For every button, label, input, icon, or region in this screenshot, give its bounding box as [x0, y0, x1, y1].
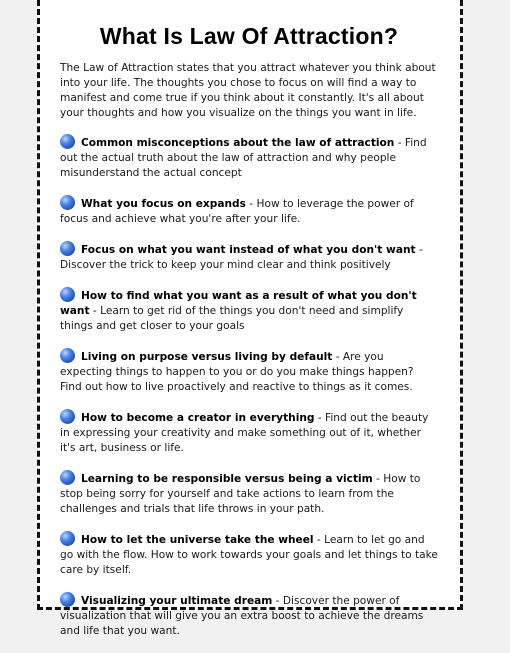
page-title: What Is Law Of Attraction? — [99, 23, 399, 49]
list-item — [60, 241, 438, 273]
list-item — [60, 409, 438, 456]
list-item — [60, 348, 438, 395]
list-item — [60, 470, 438, 517]
blue-orb-bullet-icon — [60, 348, 75, 363]
list-item — [60, 592, 438, 639]
blue-orb-bullet-icon — [60, 241, 75, 256]
list-item — [60, 287, 438, 334]
blue-orb-bullet-icon — [60, 134, 75, 149]
list-item-text: - How to stop being sorry for yourself and take actions to learn from the challenges and trials that life throws in your path. — [60, 473, 421, 515]
blue-orb-bullet-icon — [60, 287, 75, 302]
blue-orb-bullet-icon — [60, 470, 75, 485]
list-item-text: - Find out the beauty in expressing your creativity and make something out of it, whether it's art, business or life. — [60, 412, 429, 454]
list-item-heading: How to find what you want as a result of what you don't want — [60, 290, 417, 317]
list-item-heading: How to become a creator in everything — [81, 412, 315, 424]
list-item — [60, 195, 438, 227]
list-item-text: - Learn to let go and go with the flow. How to work towards your goals and let things to take care by itself. — [60, 534, 438, 576]
list-item — [60, 531, 438, 578]
list-item-heading: Learning to be responsible versus being a victim — [81, 473, 373, 485]
list-item-text: - Find out the actual truth about the law of attraction and why people misunderstand the actual concept — [60, 137, 427, 179]
list-item-text: - Discover the trick to keep your mind clear and think positively — [60, 244, 423, 271]
content — [60, 22, 438, 653]
intro-paragraph: The Law of Attraction states that you attract whatever you think about into your life. The thoughts you chose to focus on will find a way to manifest and come true if you think about it constantly. It's all about your thoughts and how you visualize on the things you want in life. — [60, 62, 436, 119]
list-item — [60, 134, 438, 181]
list-item-heading: Visualizing your ultimate dream — [81, 595, 273, 607]
list-item-text: - Discover the power of visualization that will give you an extra boost to achieve the dreams and life that you want. — [60, 595, 424, 637]
list-item-text: - Learn to get rid of the things you don't need and simplify things and get closer to your goals — [60, 305, 404, 332]
list-item-heading: What you focus on expands — [81, 198, 246, 210]
list-item-text: - How to leverage the power of focus and achieve what you're after your life. — [60, 198, 414, 225]
list-item-heading: Living on purpose versus living by default — [81, 351, 333, 363]
blue-orb-bullet-icon — [60, 409, 75, 424]
sales-letter-card — [37, 0, 463, 637]
list-item-heading: How to let the universe take the wheel — [81, 534, 314, 546]
list-item-text: - Are you expecting things to happen to you or do you make things happen? Find out how to live proactively and reactive to things as it comes. — [60, 351, 414, 393]
list-item-heading: Common misconceptions about the law of attraction — [81, 137, 395, 149]
blue-orb-bullet-icon — [60, 195, 75, 210]
list-item-heading: Focus on what you want instead of what you don't want — [81, 244, 416, 256]
blue-orb-bullet-icon — [60, 531, 75, 546]
